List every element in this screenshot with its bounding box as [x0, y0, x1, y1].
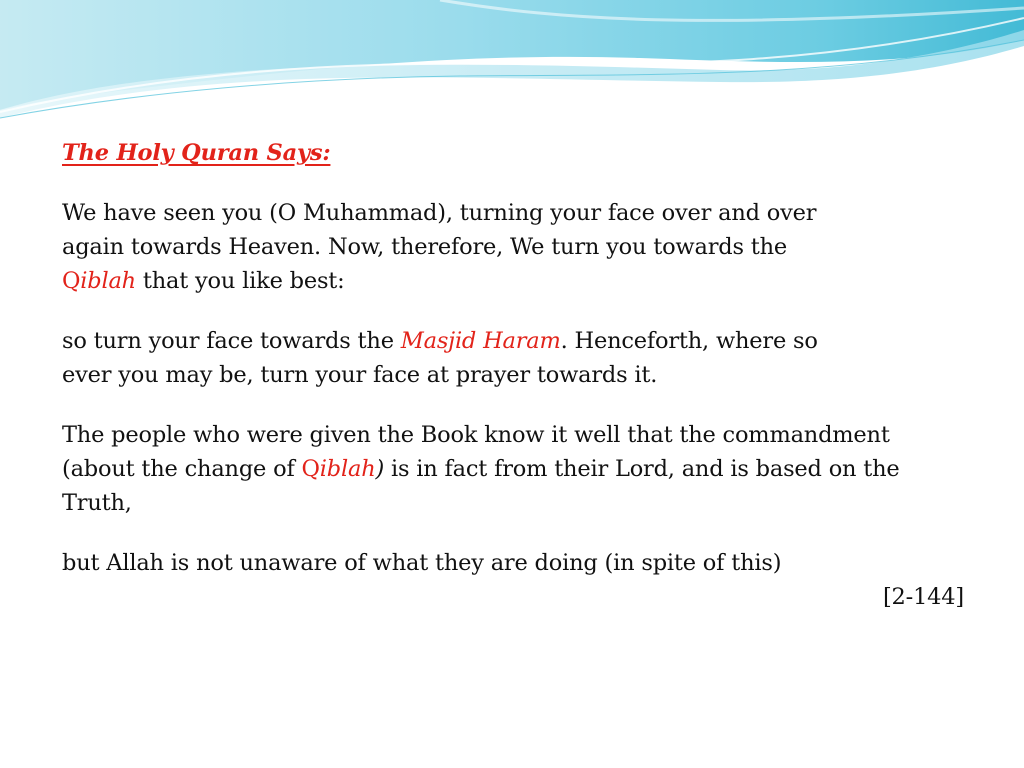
paragraph-3	[62, 418, 992, 520]
qiblah-word-q-2: Q	[301, 456, 320, 482]
paragraph-1	[62, 196, 992, 298]
p1-line1: We have seen you (O Muhammad), turning your face over and over	[62, 200, 817, 226]
p2-tail1: . Henceforth, where so	[560, 328, 818, 354]
p4-text: but Allah is not unaware of what they are doing (in spite of this)	[62, 550, 782, 576]
qiblah-word-rest-2: iblah	[319, 456, 376, 482]
slide-content	[62, 136, 992, 614]
paragraph-2	[62, 324, 992, 392]
qiblah-word-rest: iblah	[80, 268, 136, 294]
p3-line2-lead: (about the change of	[62, 456, 302, 482]
verse-reference: [2-144]	[882, 584, 964, 610]
p3-line3: Truth,	[62, 490, 132, 516]
p3-line2-tail: is in fact from their Lord, and is based on the	[384, 456, 900, 482]
p1-line3-tail: that you like best:	[135, 268, 345, 294]
qiblah-word-q: Q	[62, 268, 81, 294]
p3-paren: )	[375, 456, 385, 482]
heading: The Holy Quran Says:	[62, 140, 331, 166]
p2-lead: so turn your face towards the	[62, 328, 401, 354]
wave-decoration	[0, 0, 1024, 130]
p3-line1: The people who were given the Book know it well that the commandment	[62, 422, 890, 448]
masjid-haram: Masjid Haram	[400, 328, 561, 354]
paragraph-4	[62, 546, 992, 580]
p2-line2: ever you may be, turn your face at prayer towards it.	[62, 362, 658, 388]
p1-line2: again towards Heaven. Now, therefore, We turn you towards the	[62, 234, 788, 260]
